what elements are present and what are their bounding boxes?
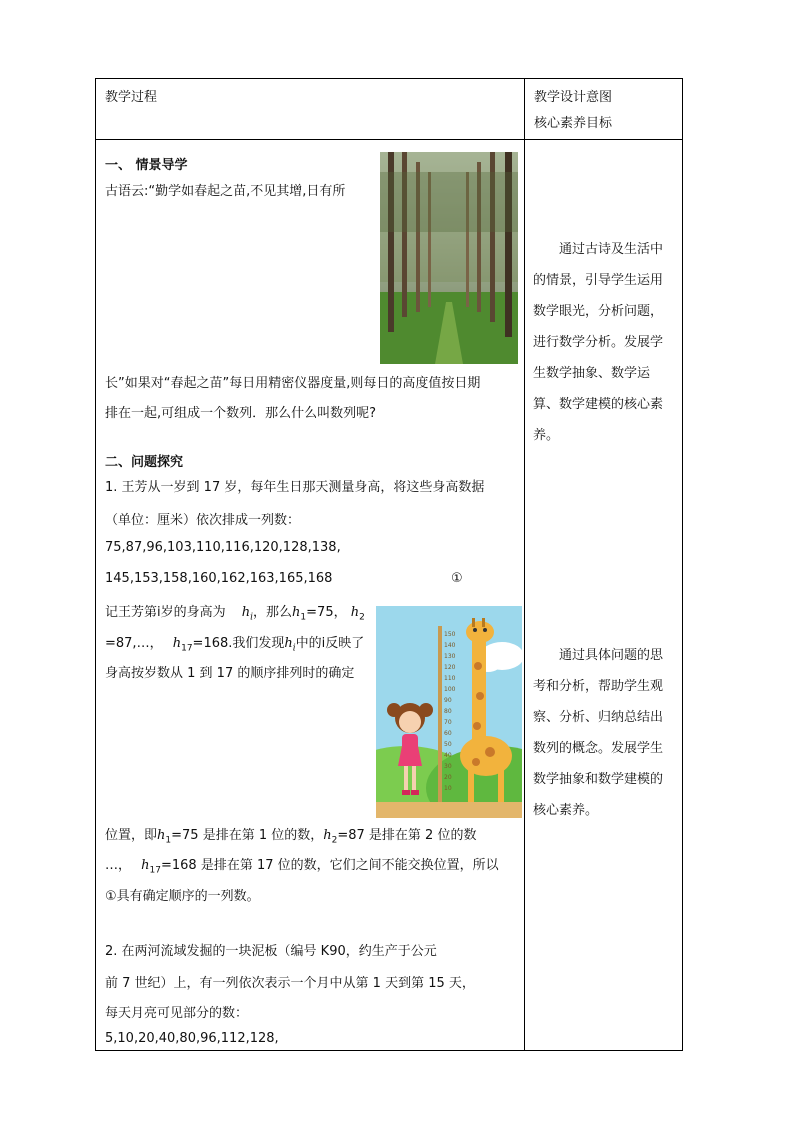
design-intent-para1: 通过古诗及生活中的情景，引导学生运用数学眼光，分析问题，进行数学分析。发展学生数学抽象、数学运算、数学建模的核心素养。 [533,242,664,443]
svg-text:110: 110 [444,675,456,682]
svg-text:130: 130 [444,653,456,660]
forest-photo [380,152,518,364]
svg-text:50: 50 [444,741,452,748]
header-intent-cell [525,79,683,140]
header-intent: 教学设计意图 [534,90,613,105]
svg-text:70: 70 [444,719,452,726]
lesson-table [95,78,683,1051]
svg-text:20: 20 [444,774,452,781]
position-line3: ①具有确定顺序的一列数。 [105,889,260,904]
height-sequence-line1: 75,87,96,103,110,116,120,128,138, [105,540,341,555]
note-line1: 记王芳第i岁的身高为 $h_i$，那么$h_1=75$， $h_2$ [105,605,365,623]
header-literacy: 核心素养目标 [534,116,613,131]
section1-line3: 排在一起,可组成一个数列．那么什么叫数列呢? [105,406,377,421]
problem2-line3: 每天月亮可见部分的数： [105,1006,249,1021]
design-intent-cell [525,140,683,1051]
svg-text:90: 90 [444,697,452,704]
section1-title: 一、 情景导学 [105,158,188,173]
svg-text:80: 80 [444,708,452,715]
moon-sequence: 5,10,20,40,80,96,112,128, [105,1031,279,1046]
note-line2: =87,…， $h_{17}=168$.我们发现$h_i$中的i反映了 [105,636,365,654]
svg-text:150: 150 [444,631,456,638]
note-line3: 身高按岁数从 1 到 17 的顺序排列时的确定 [105,666,355,681]
svg-text:10: 10 [444,785,452,792]
svg-text:140: 140 [444,642,456,649]
section1-line2: 长”如果对“春起之苗”每日用精密仪器度量,则每日的高度值按日期 [105,376,481,391]
process-cell [96,140,525,1051]
position-line1: 位置，即$h_1=75$ 是排在第 1 位的数，$h_2=87$ 是排在第 2 位的数 [105,828,477,846]
problem1-line1: 1. 王芳从一岁到 17 岁，每年生日那天测量身高，将这些身高数据 [105,480,485,495]
section2-title: 二、问题探究 [105,455,184,470]
svg-text:40: 40 [444,752,452,759]
sequence-marker: ① [451,571,463,586]
section1-line1: 古语云:“勤学如春起之苗,不见其增,日有所 [105,184,346,199]
problem2-line1: 2. 在两河流域发掘的一块泥板（编号 K90，约生产于公元 [105,944,437,959]
svg-text:60: 60 [444,730,452,737]
design-intent-para2: 通过具体问题的思考和分析，帮助学生观察、分析、归纳总结出数列的概念。发展学生数学抽象和数学建模的核心素养。 [533,648,664,818]
giraffe-height-illustration [376,606,522,818]
svg-text:30: 30 [444,763,452,770]
header-process-cell [96,79,525,140]
problem1-line2: （单位：厘米）依次排成一列数： [105,513,301,528]
svg-text:120: 120 [444,664,456,671]
svg-text:100: 100 [444,686,456,693]
position-line2: …， $h_{17}=168$ 是排在第 17 位的数，它们之间不能交换位置，所以 [105,858,499,876]
height-sequence-line2: 145,153,158,160,162,163,165,168 [105,571,333,586]
problem2-line2: 前 7 世纪）上，有一列依次表示一个月中从第 1 天到第 15 天， [105,976,475,991]
header-process: 教学过程 [105,90,158,105]
